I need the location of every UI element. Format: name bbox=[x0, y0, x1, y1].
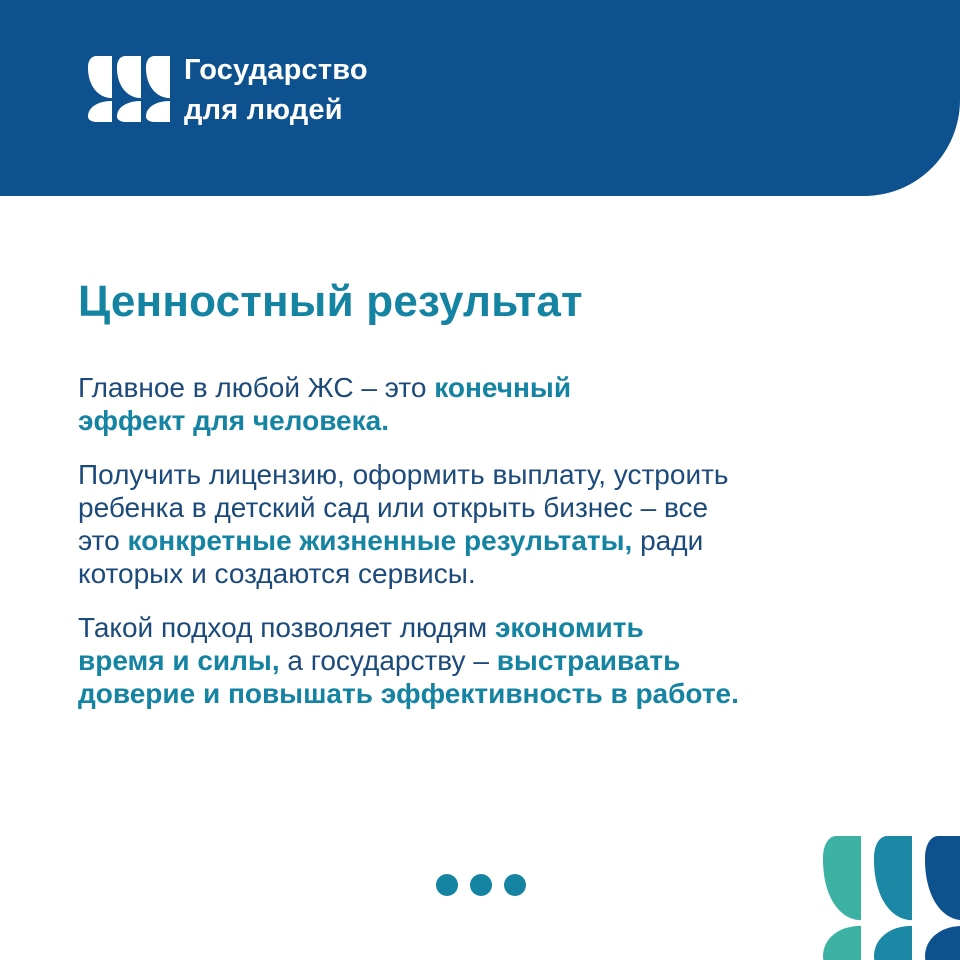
text-segment: Получить лицензию, оформить выплату, устроить bbox=[78, 459, 729, 490]
text-segment: это bbox=[78, 525, 128, 556]
dot bbox=[470, 874, 492, 896]
text-segment: которых и создаются сервисы. bbox=[78, 558, 476, 589]
text-segment: доверие и повышать эффективность в работе. bbox=[78, 678, 739, 709]
page-title: Ценностный результат bbox=[78, 277, 583, 326]
text-segment: ребенка в детский сад или открыть бизнес – все bbox=[78, 492, 709, 523]
text-segment: Такой подход позволяет людям bbox=[78, 612, 495, 643]
text-segment: конечный bbox=[434, 372, 572, 403]
logo-shape-column bbox=[925, 836, 960, 960]
header-banner bbox=[0, 0, 960, 196]
brand-name-line2: для людей bbox=[184, 94, 343, 126]
text-segment: эффект для человека. bbox=[78, 405, 389, 436]
logo-shape-column bbox=[117, 56, 141, 122]
paragraph bbox=[78, 458, 858, 590]
dot bbox=[504, 874, 526, 896]
paragraph bbox=[78, 611, 858, 710]
text-segment: конкретные жизненные результаты, bbox=[127, 525, 633, 556]
brand-name bbox=[184, 50, 368, 130]
text-segment: а государству – bbox=[279, 645, 497, 676]
text-segment: Главное в любой ЖС – это bbox=[78, 372, 435, 403]
text-segment: выстраивать bbox=[496, 645, 681, 676]
pagination-dots-icon bbox=[436, 874, 526, 896]
paragraph bbox=[78, 371, 858, 437]
logo-shape-column bbox=[146, 56, 170, 122]
footer-logo-icon bbox=[823, 836, 960, 960]
logo-shape-column bbox=[88, 56, 112, 122]
text-segment: время и силы, bbox=[78, 645, 280, 676]
dot bbox=[436, 874, 458, 896]
text-segment: ради bbox=[632, 525, 704, 556]
body-paragraphs bbox=[78, 371, 858, 710]
text-segment: экономить bbox=[494, 612, 644, 643]
brand-name-line1: Государство bbox=[184, 54, 368, 86]
brand bbox=[88, 56, 368, 130]
logo-shape-column bbox=[874, 836, 912, 960]
logo-shape-column bbox=[823, 836, 861, 960]
gov-for-people-logo-icon bbox=[88, 56, 170, 122]
